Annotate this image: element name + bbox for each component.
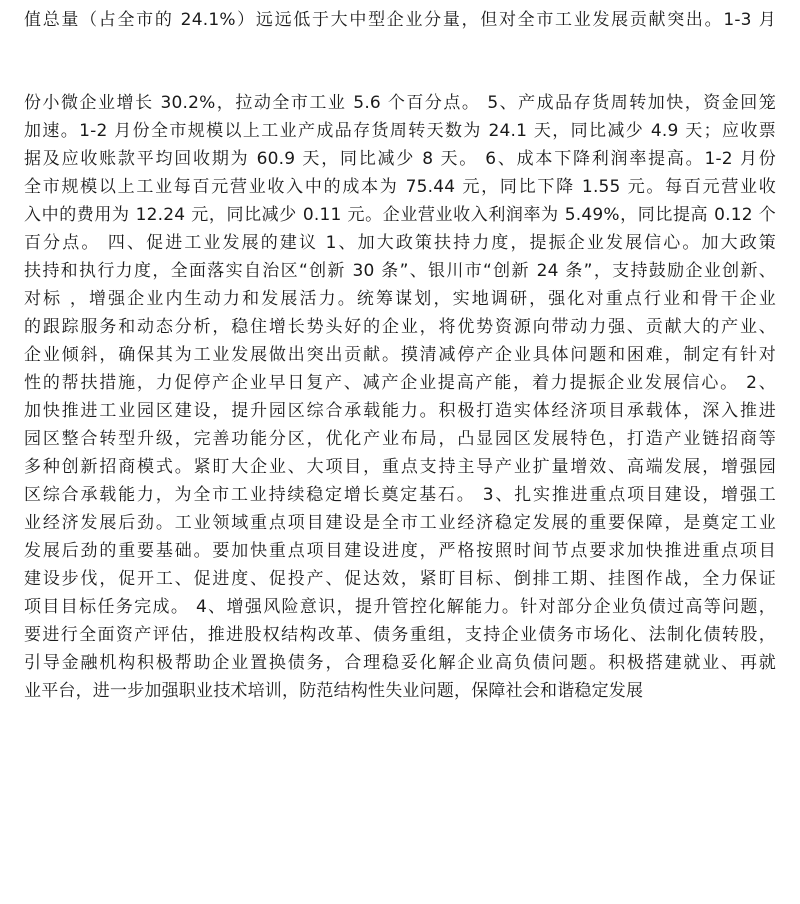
text-line: 加速。1-2 月份全市规模以上工业产成品存货周转天数为 24.1 天，同比减少 4.9 天；应收票: [24, 121, 776, 141]
text-line: 据及应收账款平均回收期为 60.9 天，同比减少 8 天。 6、成本下降利润率提高。1-2 月份: [24, 149, 776, 169]
text-line: 业经济发展后劲。工业领域重点项目建设是全市工业经济稳定发展的重要保障，是奠定工业: [24, 513, 776, 533]
text-line: 的跟踪服务和动态分析，稳住增长势头好的企业，将优势资源向带动力强、贡献大的产业、: [24, 317, 776, 337]
text-line: 项目目标任务完成。 4、增强风险意识，提升管控化解能力。针对部分企业负债过高等问题，: [24, 597, 776, 617]
text-line: 区综合承载能力，为全市工业持续稳定增长奠定基石。 3、扎实推进重点项目建设，增强工: [24, 485, 776, 505]
text-line: 扶持和执行力度，全面落实自治区“创新 30 条”、银川市“创新 24 条”，支持鼓励企业创新、: [24, 261, 776, 281]
text-line: 加快推进工业园区建设，提升园区综合承载能力。积极打造实体经济项目承载体，深入推进: [24, 401, 776, 421]
text-line: 建设步伐，促开工、促进度、促投产、促达效，紧盯目标、倒排工期、挂图作战，全力保证: [24, 569, 776, 589]
text-line: 全市规模以上工业每百元营业收入中的成本为 75.44 元，同比下降 1.55 元。每百元营业收: [24, 177, 776, 197]
text-line: 份小微企业增长 30.2%，拉动全市工业 5.6 个百分点。 5、产成品存货周转加快，资金回笼: [24, 93, 776, 113]
text-line: 引导金融机构积极帮助企业置换债务，合理稳妥化解企业高负债问题。积极搭建就业、再就: [24, 653, 776, 673]
text-line-top-fragment: 值总量（占全市的 24.1%）远远低于大中型企业分量，但对全市工业发展贡献突出。1-3 月: [24, 10, 776, 30]
text-line: 要进行全面资产评估，推进股权结构改革、债务重组，支持企业债务市场化、法制化债转股，: [24, 625, 776, 645]
text-line: 入中的费用为 12.24 元，同比减少 0.11 元。企业营业收入利润率为 5.49%，同比提高 0.12 个: [24, 205, 776, 225]
text-line-last: 业平台，进一步加强职业技术培训，防范结构性失业问题，保障社会和谐稳定发展: [24, 681, 644, 701]
text-line: 性的帮扶措施，力促停产企业早日复产、减产企业提高产能，着力提振企业发展信心。 2、: [24, 373, 776, 393]
text-line: 百分点。 四、促进工业发展的建议 1、加大政策扶持力度，提振企业发展信心。加大政策: [24, 233, 776, 253]
text-line: 企业倾斜，确保其为工业发展做出突出贡献。摸清减停产企业具体问题和困难，制定有针对: [24, 345, 776, 365]
text-line: 多种创新招商模式。紧盯大企业、大项目，重点支持主导产业扩量增效、高端发展，增强园: [24, 457, 776, 477]
text-line: 园区整合转型升级，完善功能分区，优化产业布局，凸显园区发展特色，打造产业链招商等: [24, 429, 776, 449]
text-line: 发展后劲的重要基础。要加快重点项目建设进度，严格按照时间节点要求加快推进重点项目: [24, 541, 776, 561]
text-line: 对标 ，增强企业内生动力和发展活力。统筹谋划，实地调研，强化对重点行业和骨干企业: [24, 289, 776, 309]
